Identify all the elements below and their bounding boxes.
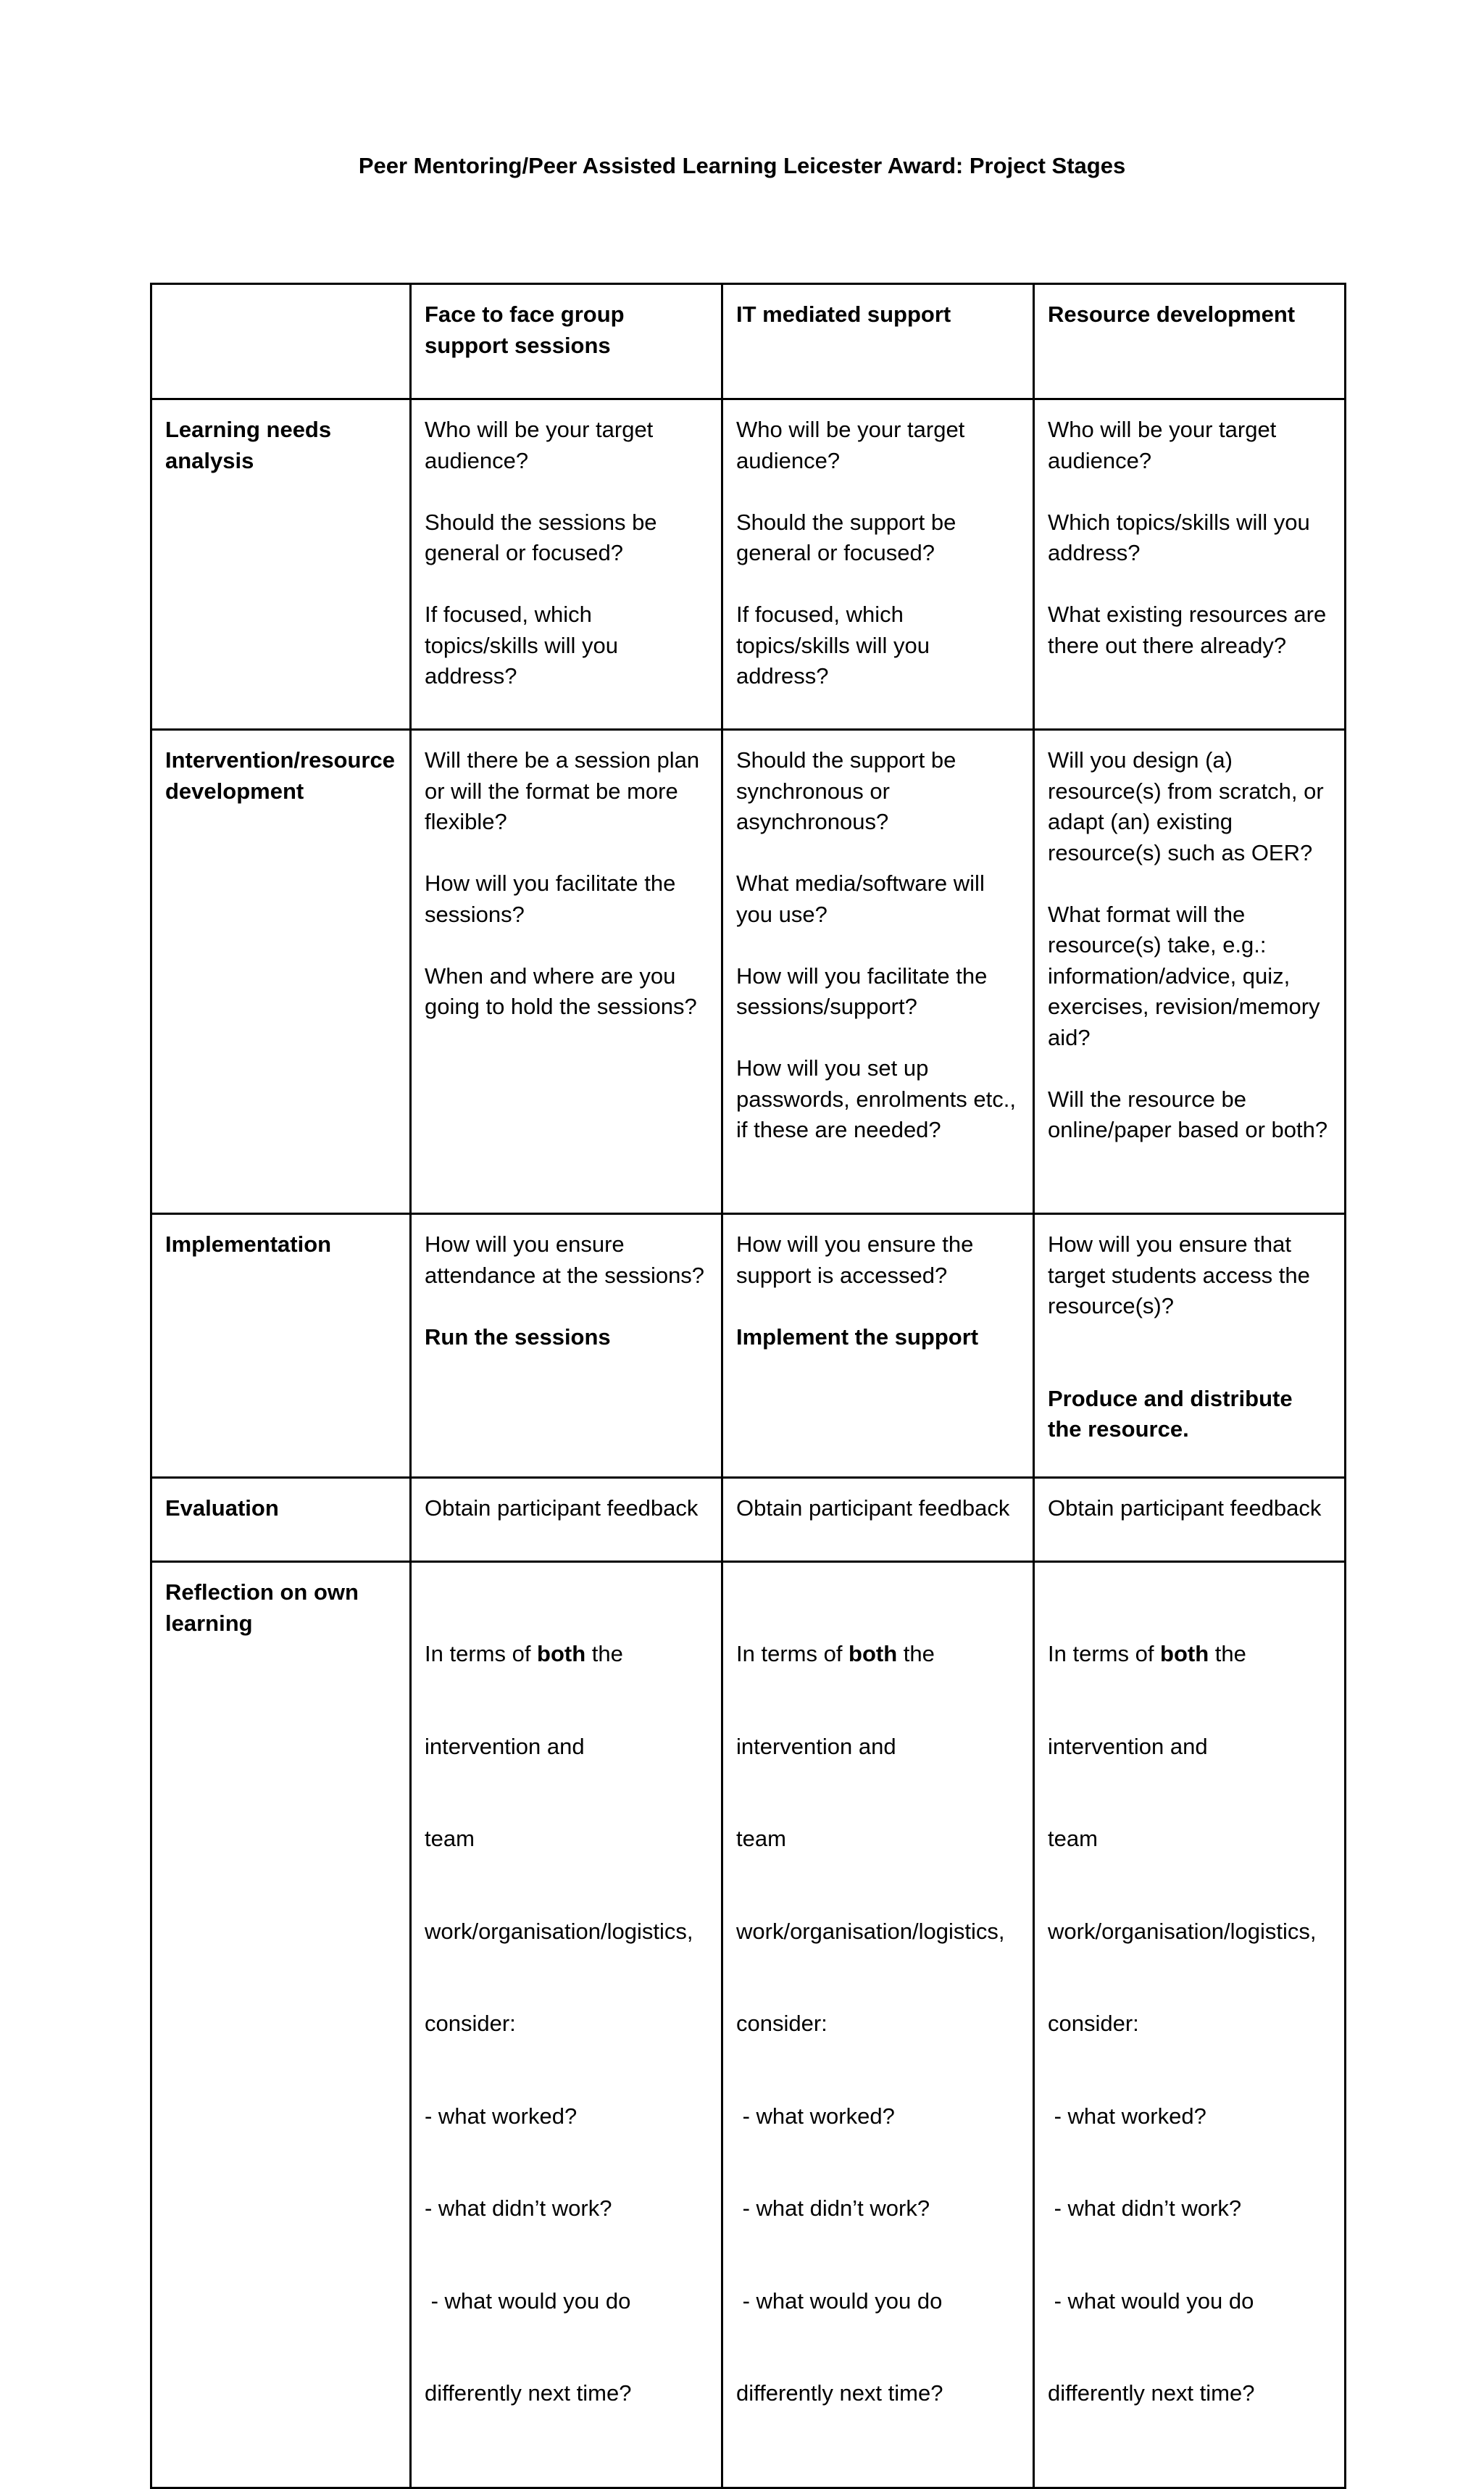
- cell-text: How will you ensure attendance at the sessions?: [425, 1231, 705, 1288]
- table-row: [151, 1478, 1346, 1562]
- table-cell: [411, 399, 722, 730]
- row-header-evaluation: Evaluation: [151, 1478, 411, 1562]
- cell-text: - what didn’t work?: [425, 2195, 612, 2221]
- cell-text: Who will be your target audience?: [425, 417, 654, 473]
- cell-text: work/organisation/logistics,: [425, 1918, 693, 1944]
- row-header-learning-needs-analysis: Learning needs analysis: [151, 399, 411, 730]
- cell-text: differently next time?: [1048, 2380, 1255, 2406]
- table-cell: [1034, 730, 1346, 1214]
- cell-text: How will you set up passwords, enrolments etc., if these are needed?: [736, 1055, 1016, 1142]
- table-cell: [1034, 1214, 1346, 1478]
- cell-text: In terms of both the: [1048, 1641, 1246, 1666]
- column-header-face-to-face: Face to face group support sessions: [411, 284, 722, 399]
- cell-text: consider:: [1048, 2011, 1139, 2036]
- page-title: Peer Mentoring/Peer Assisted Learning Leicester Award: Project Stages: [358, 153, 1126, 178]
- cell-text: intervention and: [736, 1733, 896, 1759]
- table-cell: [411, 1562, 722, 2488]
- cell-text: work/organisation/logistics,: [736, 1918, 1005, 1944]
- row-header-reflection-on-own-learning: Reflection on own learning: [151, 1562, 411, 2488]
- table-cell: [722, 399, 1034, 730]
- cell-text: Obtain participant feedback: [1048, 1495, 1322, 1521]
- header-corner-cell: [151, 284, 411, 399]
- table-cell: [411, 730, 722, 1214]
- table-cell: [411, 1214, 722, 1478]
- cell-text: Which topics/skills will you address?: [1048, 509, 1310, 565]
- row-header-intervention-resource-development: Intervention/resource development: [151, 730, 411, 1214]
- cell-text: intervention and: [425, 1733, 585, 1759]
- cell-text: Who will be your target audience?: [736, 417, 965, 473]
- cell-text: What existing resources are there out there already?: [1048, 602, 1327, 658]
- cell-text: If focused, which topics/skills will you address?: [736, 602, 930, 689]
- cell-text: What format will the resource(s) take, e.g.: information/advice, quiz, exercises, revision/memory aid?: [1048, 901, 1320, 1050]
- table-row: [151, 730, 1346, 1214]
- cell-text: Should the sessions be general or focused?: [425, 509, 657, 565]
- table-row: [151, 1214, 1346, 1478]
- table-cell: [722, 730, 1034, 1214]
- cell-text: - what worked?: [736, 2103, 895, 2129]
- cell-text: intervention and: [1048, 1733, 1208, 1759]
- row-header-implementation: Implementation: [151, 1214, 411, 1478]
- cell-text: Obtain participant feedback: [736, 1495, 1010, 1521]
- cell-text: What media/software will you use?: [736, 870, 985, 927]
- cell-text: Who will be your target audience?: [1048, 417, 1277, 473]
- column-header-it-mediated: IT mediated support: [722, 284, 1034, 399]
- cell-action-text: Run the sessions: [425, 1324, 611, 1350]
- cell-text: - what didn’t work?: [1048, 2195, 1242, 2221]
- table-cell: [1034, 1478, 1346, 1562]
- cell-text: - what would you do: [736, 2288, 943, 2314]
- table-cell: [1034, 399, 1346, 730]
- cell-action-text: Produce and distribute the resource.: [1048, 1385, 1293, 1442]
- table-cell: [411, 1478, 722, 1562]
- cell-text: How will you facilitate the sessions?: [425, 870, 676, 927]
- table-cell: [722, 1478, 1034, 1562]
- cell-text: differently next time?: [736, 2380, 943, 2406]
- project-stages-table: [150, 283, 1346, 2489]
- cell-text: Will the resource be online/paper based or both?: [1048, 1086, 1328, 1142]
- cell-text: In terms of both the: [736, 1641, 935, 1666]
- cell-text: work/organisation/logistics,: [1048, 1918, 1317, 1944]
- cell-text: - what worked?: [425, 2103, 578, 2129]
- table-cell: [722, 1562, 1034, 2488]
- cell-text: team: [425, 1826, 475, 1851]
- cell-text: consider:: [425, 2011, 516, 2036]
- cell-text: - what worked?: [1048, 2103, 1206, 2129]
- cell-text: - what would you do: [425, 2288, 631, 2314]
- table-row: [151, 1562, 1346, 2488]
- cell-text: consider:: [736, 2011, 828, 2036]
- column-header-resource-development: Resource development: [1034, 284, 1346, 399]
- cell-text: How will you facilitate the sessions/support?: [736, 963, 988, 1019]
- cell-text: When and where are you going to hold the sessions?: [425, 963, 697, 1019]
- cell-text: Will there be a session plan or will the format be more flexible?: [425, 747, 700, 834]
- cell-text: team: [736, 1826, 786, 1851]
- cell-text: Should the support be synchronous or asynchronous?: [736, 747, 956, 834]
- table-row: [151, 399, 1346, 730]
- table-header-row: [151, 284, 1346, 399]
- cell-text: How will you ensure the support is accessed?: [736, 1231, 974, 1288]
- cell-text: Should the support be general or focused?: [736, 509, 956, 565]
- cell-text: In terms of both the: [425, 1641, 623, 1666]
- cell-text: - what didn’t work?: [736, 2195, 930, 2221]
- cell-action-text: Implement the support: [736, 1324, 979, 1350]
- cell-text: team: [1048, 1826, 1098, 1851]
- cell-text: differently next time?: [425, 2380, 632, 2406]
- table-cell: [722, 1214, 1034, 1478]
- cell-text: Will you design (a) resource(s) from scratch, or adapt (an) existing resource(s) such as OER?: [1048, 747, 1324, 865]
- table-cell: [1034, 1562, 1346, 2488]
- cell-text: Obtain participant feedback: [425, 1495, 699, 1521]
- cell-text: If focused, which topics/skills will you address?: [425, 602, 619, 689]
- cell-text: How will you ensure that target students access the resource(s)?: [1048, 1231, 1310, 1318]
- cell-text: - what would you do: [1048, 2288, 1254, 2314]
